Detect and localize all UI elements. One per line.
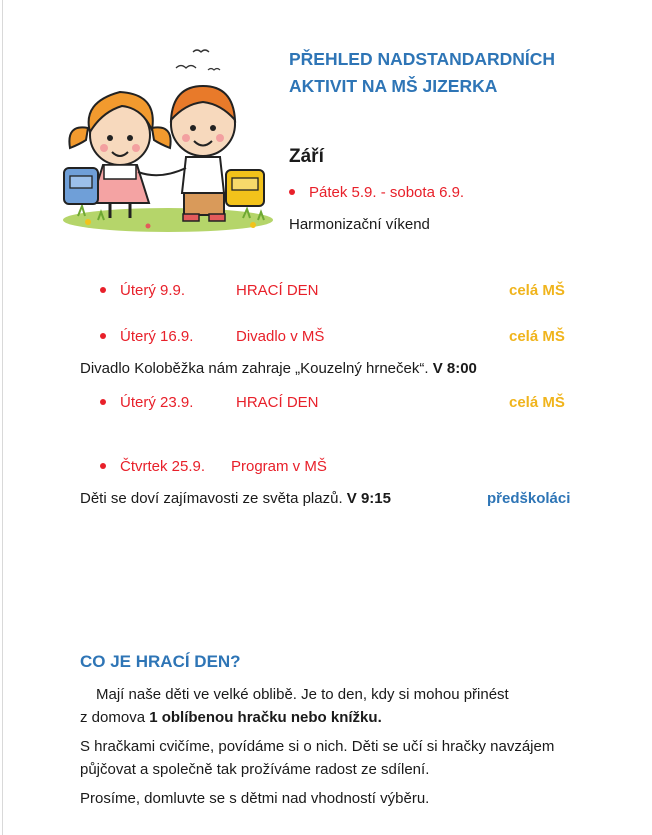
event-note-2: Divadlo Koloběžka nám zahraje „Kouzelný hrneček“. V 8:00 xyxy=(80,360,477,377)
event-item-4: Čtvrtek 25.9. xyxy=(100,458,205,475)
event-item-3: Úterý 23.9. xyxy=(100,394,193,411)
event-audience-1: celá MŠ xyxy=(509,282,565,299)
bullet-icon xyxy=(100,463,106,469)
event-bullet-first: Pátek 5.9. - sobota 6.9. xyxy=(289,184,464,201)
event-item-2: Úterý 16.9. xyxy=(100,328,193,345)
document-title: PŘEHLED NADSTANDARDNÍCH AKTIVIT NA MŠ JIZERKA xyxy=(289,49,556,96)
event-title-1: HRACÍ DEN xyxy=(236,282,319,299)
event-audience-3: celá MŠ xyxy=(509,394,565,411)
info-paragraph-2: S hračkami cvičíme, povídáme si o nich. Děti se učí si hračky navzájem půjčovat a společně tak prožíváme radost ze sdílení. xyxy=(80,738,555,778)
bullet-icon xyxy=(100,287,106,293)
first-event-description: Harmonizační víkend xyxy=(289,216,430,233)
bullet-icon xyxy=(100,333,106,339)
month-heading: Září xyxy=(289,146,324,167)
event-title-3: HRACÍ DEN xyxy=(236,394,319,411)
event-item-1: Úterý 9.9. xyxy=(100,282,185,299)
event-note-4: Děti se doví zajímavosti ze světa plazů. V 9:15 xyxy=(80,490,391,507)
event-title-2: Divadlo v MŠ xyxy=(236,328,325,345)
kids-illustration-icon xyxy=(58,40,288,240)
info-heading: CO JE HRACÍ DEN? xyxy=(80,652,241,671)
page-edge xyxy=(2,0,3,835)
info-paragraph-1: Mají naše děti ve velké oblibě. Je to den, kdy si mohou přinést z domova 1 oblíbenou hračku nebo knížku. xyxy=(80,686,509,726)
bullet-icon xyxy=(100,399,106,405)
event-audience-4: předškoláci xyxy=(487,490,571,507)
info-paragraph-3: Prosíme, domluvte se s dětmi nad vhodností výběru. xyxy=(80,790,430,807)
bullet-icon xyxy=(289,189,295,195)
event-title-4: Program v MŠ xyxy=(231,458,327,475)
event-audience-2: celá MŠ xyxy=(509,328,565,345)
